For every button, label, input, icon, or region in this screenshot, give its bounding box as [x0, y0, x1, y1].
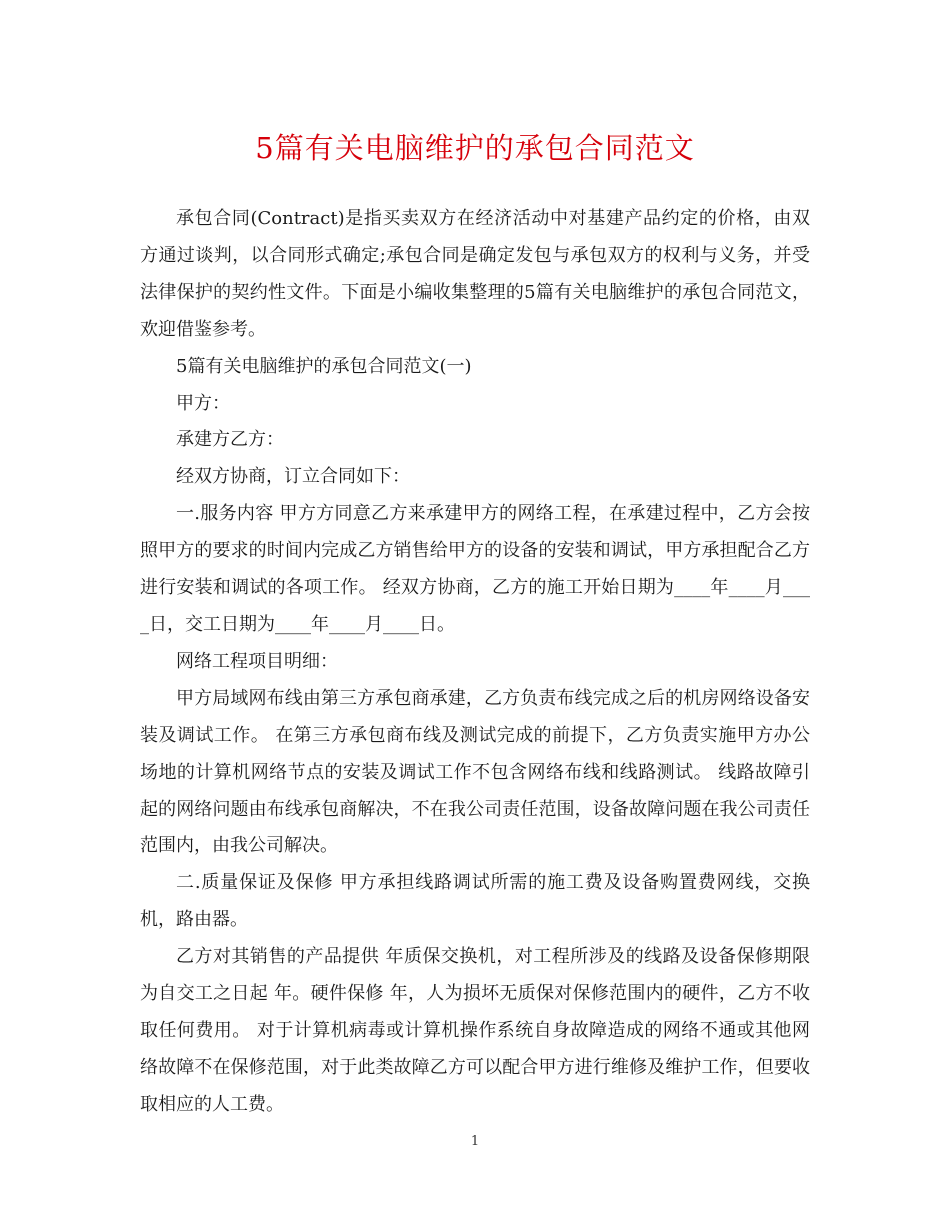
paragraph-quality-warranty: 二.质量保证及保修 甲方承担线路调试所需的施工费及设备购置费网线，交换机，路由器。	[140, 872, 810, 931]
paragraph-project-details: 甲方局域网布线由第三方承包商承建，乙方负责布线完成之后的机房网络设备安装及调试工作。 在第三方承包商布线及测试完成的前提下，乙方负责实施甲方办公场地的计算机网络节点的安装及调试工作不包含网络布线和线路测试。 线路故障引起的网络问题由布线承包商解决，不在我公司责任范围，设备故障问题在我公司责任范围内，由我公司解决。	[140, 687, 810, 857]
paragraph-warranty-terms: 乙方对其销售的产品提供 年质保交换机，对工程所涉及的线路及设备保修期限为自交工之日起 年。硬件保修 年，人为损坏无质保对保修范围内的硬件，乙方不收取任何费用。 对于计算机病毒或计算机操作系统自身故障造成的网络不通或其他网络故障不在保修范围，对于此类故障乙方可以配合甲方进行维修及维护工作，但要收取相应的人工费。	[140, 946, 810, 1115]
paragraph-party-a: 甲方：	[176, 392, 230, 414]
page-number: 1	[470, 1134, 480, 1149]
paragraph-agreement: 经双方协商，订立合同如下：	[176, 466, 410, 488]
document-title: 5篇有关电脑维护的承包合同范文	[255, 131, 695, 165]
paragraph-intro: 承包合同(Contract)是指买卖双方在经济活动中对基建产品约定的价格，由双方通过谈判，以合同形式确定;承包合同是确定发包与承包双方的权利与义务，并受法律保护的契约性文件。下面是小编收集整理的5篇有关电脑维护的承包合同范文，欢迎借鉴参考。	[140, 208, 810, 340]
paragraph-project-details-heading: 网络工程项目明细：	[176, 650, 338, 672]
paragraph-service-content: 一.服务内容 甲方方同意乙方来承建甲方的网络工程，在承建过程中，乙方会按照甲方的要求的时间内完成乙方销售给甲方的设备的安装和调试，甲方承担配合乙方进行安装和调试的各项工作。 经双方协商，乙方的施工开始日期为____年____月____日，交工日期为____年____月____日。	[140, 503, 810, 635]
document-body	[140, 201, 810, 1124]
paragraph-section-heading: 5篇有关电脑维护的承包合同范文(一)	[176, 355, 472, 377]
paragraph-party-b: 承建方乙方：	[176, 429, 284, 451]
